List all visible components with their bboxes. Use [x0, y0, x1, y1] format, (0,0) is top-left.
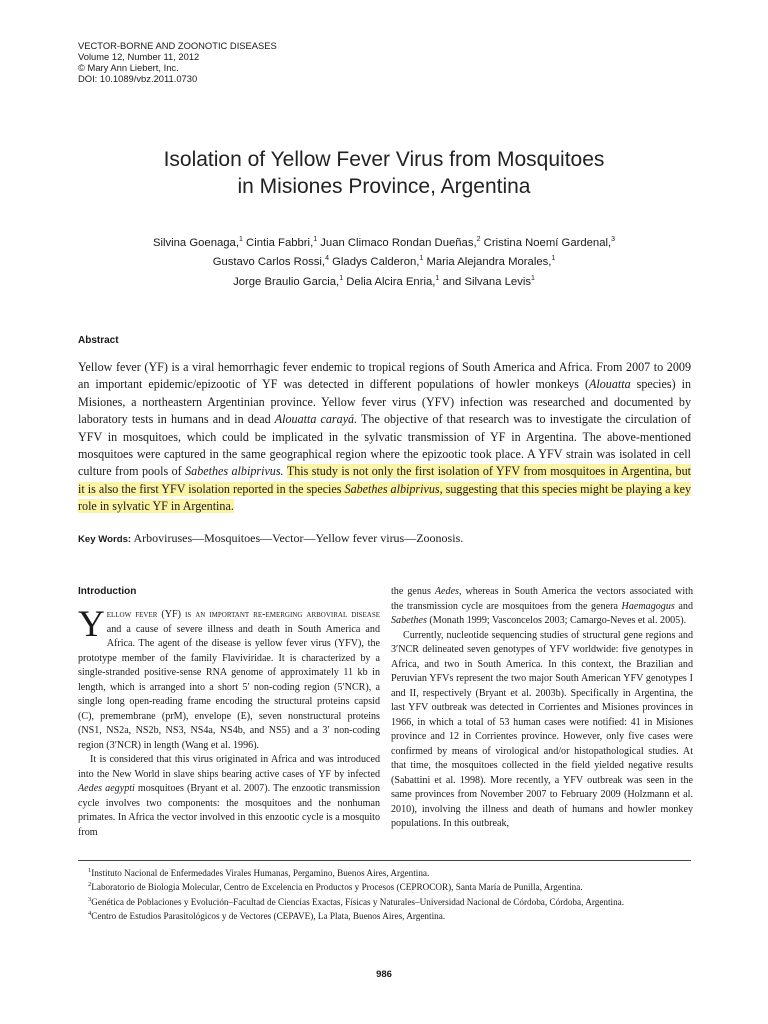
abstract-segment: Yellow fever (YF) is a viral hemorrhagic fever endemic to tropical regions of South America and Africa. From 2007 to 2009 an important epidemic/epizootic of YF was detected in different populations of howler monkeys (: [78, 360, 691, 392]
journal-doi[interactable]: DOI: 10.1089/vbz.2011.0730: [78, 73, 198, 84]
footnote-number: 1: [88, 867, 92, 874]
intro-paragraph-1: [78, 604, 380, 753]
abstract-segment: The objective of that research was to investigate the circulation of YFV in mosquitoes, which could be implicated in the sylvatic transmission of YF in Argentina. The above-mentioned mosquitoes were captured in the same geographical region where the epizootic took place. A YFV strain was isolated in cell culture from pools of: [78, 412, 691, 479]
article-title: [0, 146, 768, 200]
author-line-1: [0, 232, 768, 251]
keywords-text: Arboviruses—Mosquitoes—Vector—Yellow fever virus—Zoonosis.: [131, 531, 464, 545]
body-column-left: [78, 604, 380, 840]
author-name: Juan Climaco Rondan Dueñas,: [317, 236, 477, 249]
journal-volume: Volume 12, Number 11, 2012: [78, 51, 200, 62]
author-affiliation: 1: [531, 274, 535, 282]
text-segment: the genus: [391, 586, 435, 597]
footnote: [78, 879, 691, 893]
author-affiliation: 1: [313, 236, 318, 243]
footnote-divider: [78, 860, 691, 861]
footnote-number: 3: [88, 895, 92, 903]
author-name: Jorge Braulio Garcia,: [233, 275, 340, 288]
author-affiliation: 1: [419, 255, 424, 263]
author-list: [0, 232, 768, 290]
author-name: Delia Alcira Enria,: [343, 275, 436, 288]
author-name: Maria Alejandra Morales,: [423, 256, 552, 269]
author-name: Gustavo Carlos Rossi,: [212, 256, 326, 269]
small-caps-text: ellow fever: [106, 609, 158, 620]
author-name: Gladys Calderon,: [328, 256, 420, 269]
intro-paragraph-2: [78, 753, 380, 840]
text-segment: (Monath 1999; Vasconcelos 2003; Camargo-Neves et al. 2005).: [426, 615, 687, 626]
abstract-heading: Abstract: [78, 335, 119, 346]
italic-text: Aedes aegypti: [78, 783, 135, 794]
abstract-italic: Alouatta: [589, 377, 631, 392]
text-segment: mosquitoes (Bryant et al. 2007). The enzootic transmission cycle involves two components: the mosquitoes and the nonhuman primates. In Africa the vector involved in this enzootic cycle is a mosquito from: [78, 783, 380, 838]
author-affiliation: 1: [339, 274, 344, 282]
author-affiliation: 4: [325, 255, 329, 263]
author-affiliation: 2: [476, 236, 481, 243]
abstract-italic: Alouatta carayá.: [274, 412, 358, 427]
abstract-segment: species) in Misiones, a northeastern Argentinian province. Yellow fever virus (YFV) infection was researched and documented by laboratory tests in humans and in dead: [78, 377, 691, 427]
highlight-segment: This study is not only the first isolation of YFV from mosquitoes in Argentina, but it is also the first YFV isolation reported in the species: [78, 464, 692, 496]
highlight-italic: Sabethes albiprivus,: [344, 481, 443, 496]
footnote: [78, 908, 691, 922]
author-name: Cristina Noemí Gardenal,: [480, 236, 612, 249]
footnotes: [78, 865, 691, 922]
title-line-2: in Misiones Province, Argentina: [237, 175, 531, 198]
intro-paragraph-4: Currently, nucleotide sequencing studies of structural gene regions and 3′NCR delineated seven genotypes of YFV worldwide: five genotypes in Africa, and two in South America. In this context, the Brazilian and Peruvian YFVs represent the two major South American YFV genotypes I and II, respectively (Bryant et al. 2003b). Specifically in Argentina, the last YFV outbreak was detected in Corrientes and Misiones provinces in 1966, in which a total of 53 human cases were notified: 41 in Misiones province and 12 in Corrientes province. However, only five cases were confirmed by means of virological and/or histopathological studies. At that time, the mosquitoes collected in the field yielded negative results (Sabattini et al. 1998). More recently, a YFV outbreak was seen in the same provinces from November 2007 to February 2009 (Holzmann et al. 2010), involving the illness and death of humans and howler monkey populations. In this outbreak,: [391, 629, 693, 829]
page-number: 986: [376, 969, 392, 980]
abstract-italic: Sabethes albiprivus.: [185, 464, 284, 479]
intro-paragraph-3: [391, 585, 693, 629]
body-column-right: [391, 585, 693, 832]
introduction-heading: Introduction: [78, 586, 137, 597]
author-affiliation: 1: [435, 274, 440, 282]
journal-name: VECTOR-BORNE AND ZOONOTIC DISEASES: [78, 40, 277, 51]
journal-copyright: © Mary Ann Liebert, Inc.: [78, 62, 179, 73]
footnote: [78, 894, 691, 908]
drop-cap: Y: [78, 604, 105, 645]
text-segment: whereas in South America the vectors associated with the transmission cycle are mosquitoes from the genera: [391, 586, 693, 612]
text-segment: and: [674, 600, 693, 612]
footnote-text: Laboratorio de Biologia Molecular, Centro de Excelencia en Productos y Procesos (CEPROCOR), Santa María de Punilla, Argentina.: [91, 882, 583, 893]
keywords-label: Key Words:: [78, 534, 132, 545]
keywords: [78, 531, 463, 547]
title-line-1: Isolation of Yellow Fever Virus from Mosquitoes: [163, 148, 605, 171]
text-segment: It is considered that this virus originated in Africa and was introduced into the New World in slave ships bearing active cases of YF by infected: [78, 754, 380, 780]
footnote: [78, 865, 691, 879]
footnote-text: Genética de Poblaciones y Evolución–Facultad de Ciencias Exactas, Físicas y Naturales–Universidad Nacional de Córdoba, Córdoba, Argentina.: [91, 896, 625, 907]
author-name: Silvina Goenaga,: [152, 236, 239, 249]
highlight-segment: suggesting that this species might be playing a key role in sylvatic YF in Argentina.: [78, 481, 691, 514]
small-caps-text: is an important re-emerging arboviral disease: [185, 609, 380, 620]
footnote-text: Centro de Estudios Parasitológicos y de Vectores (CEPAVE), La Plata, Buenos Aires, Argentina.: [91, 910, 446, 921]
text-segment: and a cause of severe illness and death in South America and Africa. The agent of the disease is yellow fever virus (YFV), the prototype member of the family Flaviviridae. It is characterized by a single-stranded positive-sense RNA genome of approximately 11 kb in length, which is arranged into a short 5′ non-coding region (5′NCR), a single long open-reading frame encoding the structural proteins capsid (C), premembrane (prM), envelope (E), seven nonstructural proteins (NS1, NS2a, NS2b, NS3, NS4a, NS4b, and NS5) and a 3′ non-coding region (3′NCR) in length (Wang et al. 1996).: [78, 623, 380, 751]
text-segment: (YF): [157, 609, 185, 620]
author-line-3: [0, 271, 768, 290]
italic-text: Haemagogus: [621, 600, 675, 612]
author-affiliation: 1: [238, 236, 243, 243]
footnote-number: 2: [88, 881, 92, 889]
footnote-number: 4: [88, 909, 92, 917]
italic-text: Sabethes: [391, 615, 427, 626]
abstract-text: [78, 359, 691, 516]
italic-text: Aedes,: [434, 586, 462, 597]
footnote-text: Instituto Nacional de Enfermedades Virales Humanas, Pergamino, Buenos Aires, Argentina.: [91, 868, 430, 879]
author-line-2: [0, 251, 768, 270]
author-affiliation: 3: [611, 236, 616, 243]
journal-header: [78, 40, 277, 84]
author-name: and Silvana Levis: [439, 275, 532, 288]
author-affiliation: 1: [551, 255, 556, 263]
author-name: Cintia Fabbri,: [242, 236, 314, 249]
